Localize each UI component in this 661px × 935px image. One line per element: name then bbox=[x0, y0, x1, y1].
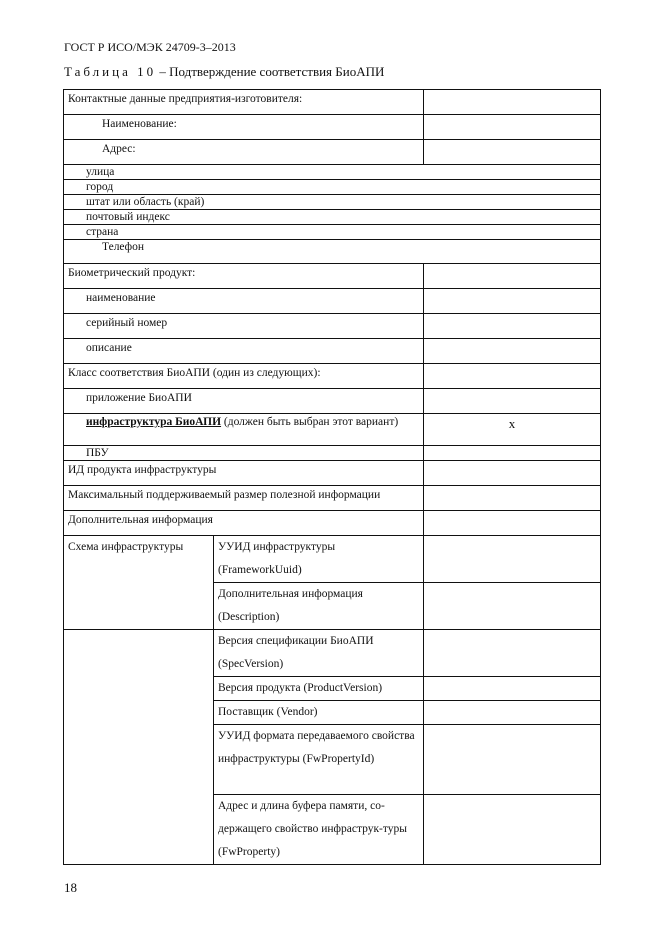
country-label: страна bbox=[64, 225, 601, 240]
class-title-value[interactable] bbox=[424, 364, 601, 389]
description-label: описание bbox=[64, 339, 424, 364]
class-app-value[interactable] bbox=[424, 389, 601, 414]
product-name-value[interactable] bbox=[424, 289, 601, 314]
page-number: 18 bbox=[64, 880, 77, 895]
max-payload-value[interactable] bbox=[424, 486, 601, 511]
name-label: Наименование: bbox=[64, 115, 424, 140]
table-caption-title: – Подтверждение соответствия БиоАПИ bbox=[159, 64, 385, 79]
street-label: улица bbox=[64, 165, 601, 180]
fw-property-value[interactable] bbox=[424, 795, 601, 865]
address-value[interactable] bbox=[424, 140, 601, 165]
address-label: Адрес: bbox=[64, 140, 424, 165]
class-framework-note: (должен быть выбран этот вариант) bbox=[221, 416, 399, 428]
max-payload-label: Максимальный поддерживаемый размер полезной информации bbox=[64, 486, 424, 511]
postal-label: почтовый индекс bbox=[64, 210, 601, 225]
fw-property-id-label: УУИД формата передаваемого свойства инфраструктуры (FwPropertyId) bbox=[214, 725, 424, 795]
class-framework-label bbox=[64, 414, 424, 446]
contact-title-value[interactable] bbox=[424, 90, 601, 115]
fw-property-id-value[interactable] bbox=[424, 725, 601, 795]
schema-title-label: Схема инфраструктуры bbox=[64, 536, 214, 630]
class-pbu-value[interactable] bbox=[424, 446, 601, 461]
class-title-label: Класс соответствия БиоАПИ (один из следующих): bbox=[64, 364, 424, 389]
serial-value[interactable] bbox=[424, 314, 601, 339]
product-version-label: Версия продукта (ProductVersion) bbox=[214, 677, 424, 701]
contact-title-cell: Контактные данные предприятия-изготовителя: bbox=[64, 90, 424, 115]
class-framework-mark[interactable]: x bbox=[424, 414, 601, 446]
bio-product-value[interactable] bbox=[424, 264, 601, 289]
vendor-label: Поставщик (Vendor) bbox=[214, 701, 424, 725]
phone-label: Телефон bbox=[64, 240, 601, 264]
class-app-label: приложение БиоАПИ bbox=[64, 389, 424, 414]
description-value[interactable] bbox=[424, 339, 601, 364]
schema-continuation-cell bbox=[64, 630, 214, 865]
class-framework-bold: инфраструктура БиоАПИ bbox=[86, 416, 222, 428]
bio-product-label: Биометрический продукт: bbox=[64, 264, 424, 289]
vendor-value[interactable] bbox=[424, 701, 601, 725]
fw-uuid-label: УУИД инфраструктуры (FrameworkUuid) bbox=[214, 536, 424, 583]
conformance-table bbox=[63, 89, 601, 865]
serial-label: серийный номер bbox=[64, 314, 424, 339]
additional-info-value[interactable] bbox=[424, 511, 601, 536]
additional-info-label: Дополнительная информация bbox=[64, 511, 424, 536]
table-caption bbox=[64, 64, 384, 80]
document-header: ГОСТ Р ИСО/МЭК 24709-3–2013 bbox=[64, 40, 236, 54]
city-label: город bbox=[64, 180, 601, 195]
state-label: штат или область (край) bbox=[64, 195, 601, 210]
spec-version-label: Версия спецификации БиоАПИ (SpecVersion) bbox=[214, 630, 424, 677]
fw-description-label: Дополнительная информация (Description) bbox=[214, 583, 424, 630]
name-value[interactable] bbox=[424, 115, 601, 140]
table-caption-label: Таблица 10 bbox=[64, 64, 157, 79]
class-pbu-label: ПБУ bbox=[64, 446, 424, 461]
framework-id-value[interactable] bbox=[424, 461, 601, 486]
product-name-label: наименование bbox=[64, 289, 424, 314]
fw-description-value[interactable] bbox=[424, 583, 601, 630]
framework-id-label: ИД продукта инфраструктуры bbox=[64, 461, 424, 486]
fw-uuid-value[interactable] bbox=[424, 536, 601, 583]
product-version-value[interactable] bbox=[424, 677, 601, 701]
spec-version-value[interactable] bbox=[424, 630, 601, 677]
fw-property-label: Адрес и длина буфера памяти, со-держащего свойство инфраструк-туры (FwProperty) bbox=[214, 795, 424, 865]
